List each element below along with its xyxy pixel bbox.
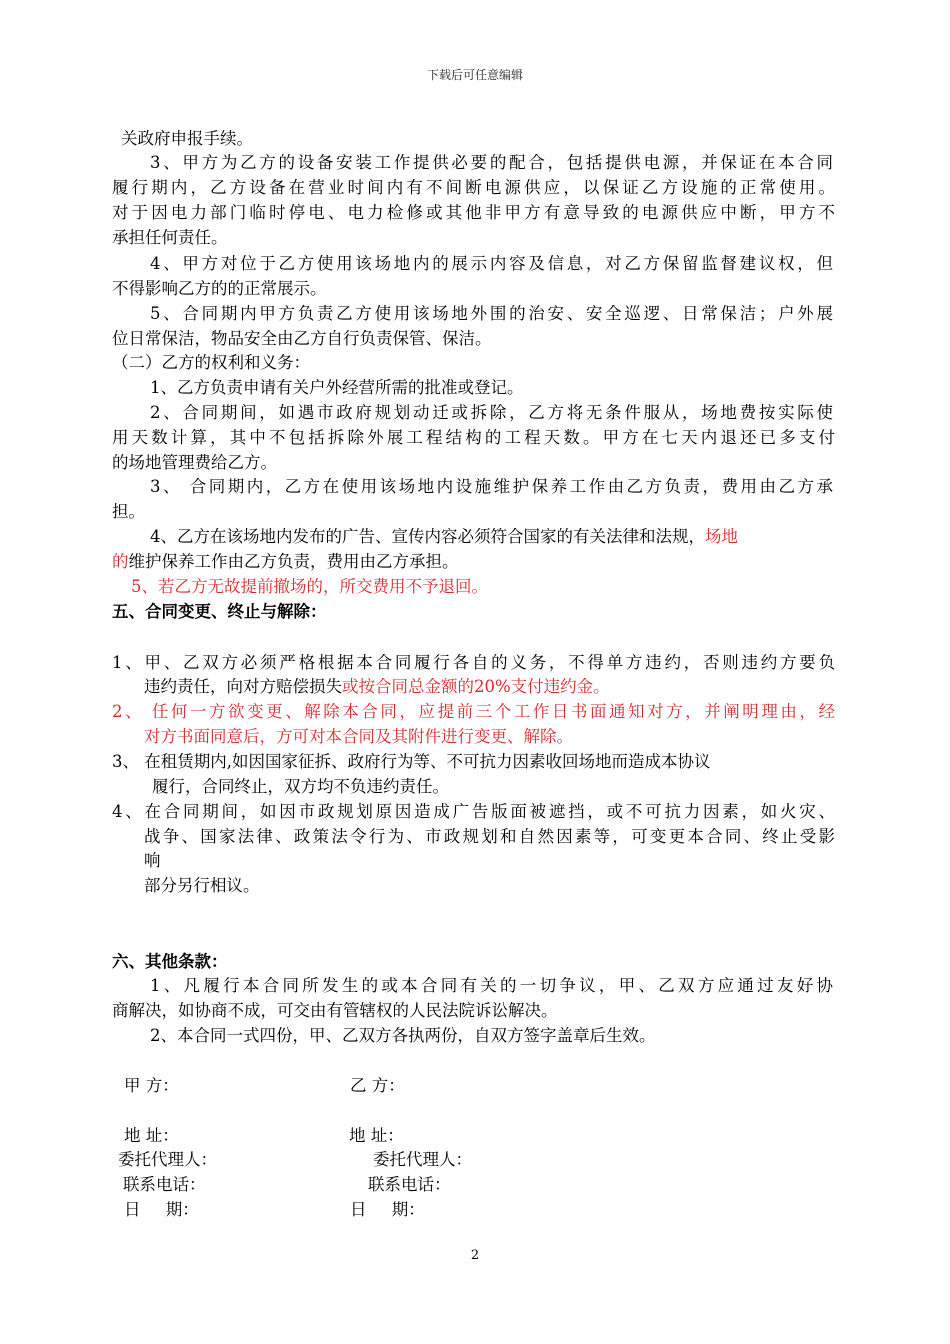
text-run: 4、乙方在该场地内发布的广告、宣传内容必须符合国家的有关法律和法规， (150, 527, 705, 546)
agent-b-label: 委托代理人： (373, 1150, 472, 1169)
paragraph-line: 1、凡履行本合同所发生的或本合同有关的一切争议，甲、乙双方应通过友好协 (150, 976, 833, 995)
list-item: 1、甲、乙双方必须严格根据本合同履行各自的义务，不得单方违约，否则违约方要负 (112, 653, 835, 672)
paragraph-line: 3、甲方为乙方的设备安装工作提供必要的配合，包括提供电源，并保证在本合同 (150, 153, 833, 172)
text-run: 维护保养工作由乙方负责，费用由乙方承担。 (128, 552, 459, 571)
paragraph-line: 担。 (112, 502, 145, 521)
paragraph-line (112, 550, 459, 574)
address-b-label: 地 址： (349, 1126, 404, 1145)
list-item-line: 履行，合同终止，双方均不负违约责任。 (152, 777, 449, 796)
agent-a-label: 委托代理人： (118, 1150, 217, 1169)
section-title: 六、其他条款： (112, 952, 228, 971)
list-item-line: 对方书面同意后，方可对本合同及其附件进行变更、解除。 (144, 727, 573, 746)
paragraph-line: 的场地管理费给乙方。 (112, 453, 277, 472)
list-item: 2、 任何一方欲变更、解除本合同，应提前三个工作日书面通知对方，并阐明理由，经 (112, 702, 835, 721)
list-item: 3、 在租赁期内,如因国家征拆、政府行为等、不可抗力因素收回场地而造成本协议 (112, 752, 711, 771)
paragraph-line: 2、合同期间，如遇市政府规划动迁或拆除，乙方将无条件服从，场地费按实际使 (150, 403, 833, 422)
paragraph-line: 关政府申报手续。 (121, 129, 253, 148)
paragraph-line: 5、合同期内甲方负责乙方使用该场地外围的治安、安全巡逻、日常保洁；户外展 (150, 304, 833, 323)
page-header: 下载后可任意编辑 (426, 68, 523, 82)
address-a-label: 地 址： (124, 1126, 179, 1145)
highlight-text: 或按合同总金额的20%支付违约金。 (342, 677, 610, 696)
list-item-line: 响 (144, 851, 161, 870)
page-number: 2 (470, 1248, 480, 1263)
list-item-line (144, 675, 610, 699)
list-item-line: 战争、国家法律、政策法令行为、市政规划和自然因素等，可变更本合同、终止受影 (144, 827, 835, 846)
paragraph-line: 3、 合同期内，乙方在使用该场地内设施维护保养工作由乙方负责，费用由乙方承 (150, 477, 833, 496)
list-item: 4、在合同期间，如因市政规划原因造成广告版面被遮挡，或不可抗力因素，如火灾、 (112, 802, 835, 821)
paragraph-line: 用天数计算，其中不包括拆除外展工程结构的工程天数。甲方在七天内退还已多支付 (112, 428, 835, 447)
paragraph-line: 承担任何责任。 (112, 228, 228, 247)
paragraph-line: 2、本合同一式四份，甲、乙双方各执两份，自双方签字盖章后生效。 (150, 1026, 656, 1045)
date-a-label: 日 期： (124, 1200, 199, 1219)
text-run: 违约责任，向对方赔偿损失 (144, 677, 342, 696)
paragraph-line: 位日常保洁，物品安全由乙方自行负责保管、保洁。 (112, 329, 492, 348)
section-subtitle: （二）乙方的权利和义务： (112, 353, 310, 372)
paragraph-line: 不得影响乙方的的正常展示。 (112, 279, 327, 298)
paragraph-line (150, 525, 738, 549)
paragraph-line: 商解决，如协商不成，可交由有管辖权的人民法院诉讼解决。 (112, 1001, 558, 1020)
paragraph-line: 对于因电力部门临时停电、电力检修或其他非甲方有意导致的电源供应中断，甲方不 (112, 203, 835, 222)
date-b-label: 日 期： (350, 1200, 425, 1219)
paragraph-line: 履行期内，乙方设备在营业时间内有不间断电源供应，以保证乙方设施的正常使用。 (112, 178, 835, 197)
highlight-text: 的 (112, 552, 129, 571)
highlight-text: 场地 (705, 527, 738, 546)
phone-a-label: 联系电话： (123, 1175, 206, 1194)
paragraph-line: 4、甲方对位于乙方使用该场地内的展示内容及信息，对乙方保留监督建议权，但 (150, 254, 833, 273)
phone-b-label: 联系电话： (368, 1175, 451, 1194)
section-title: 五、合同变更、终止与解除： (112, 602, 327, 621)
party-b-label: 乙 方： (350, 1076, 405, 1095)
list-item-line: 部分另行相议。 (144, 876, 260, 895)
highlight-line: 5、若乙方无故提前撤场的，所交费用不予退回。 (131, 577, 488, 596)
party-a-label: 甲 方： (124, 1076, 179, 1095)
paragraph-line: 1、乙方负责申请有关户外经营所需的批准或登记。 (150, 378, 524, 397)
